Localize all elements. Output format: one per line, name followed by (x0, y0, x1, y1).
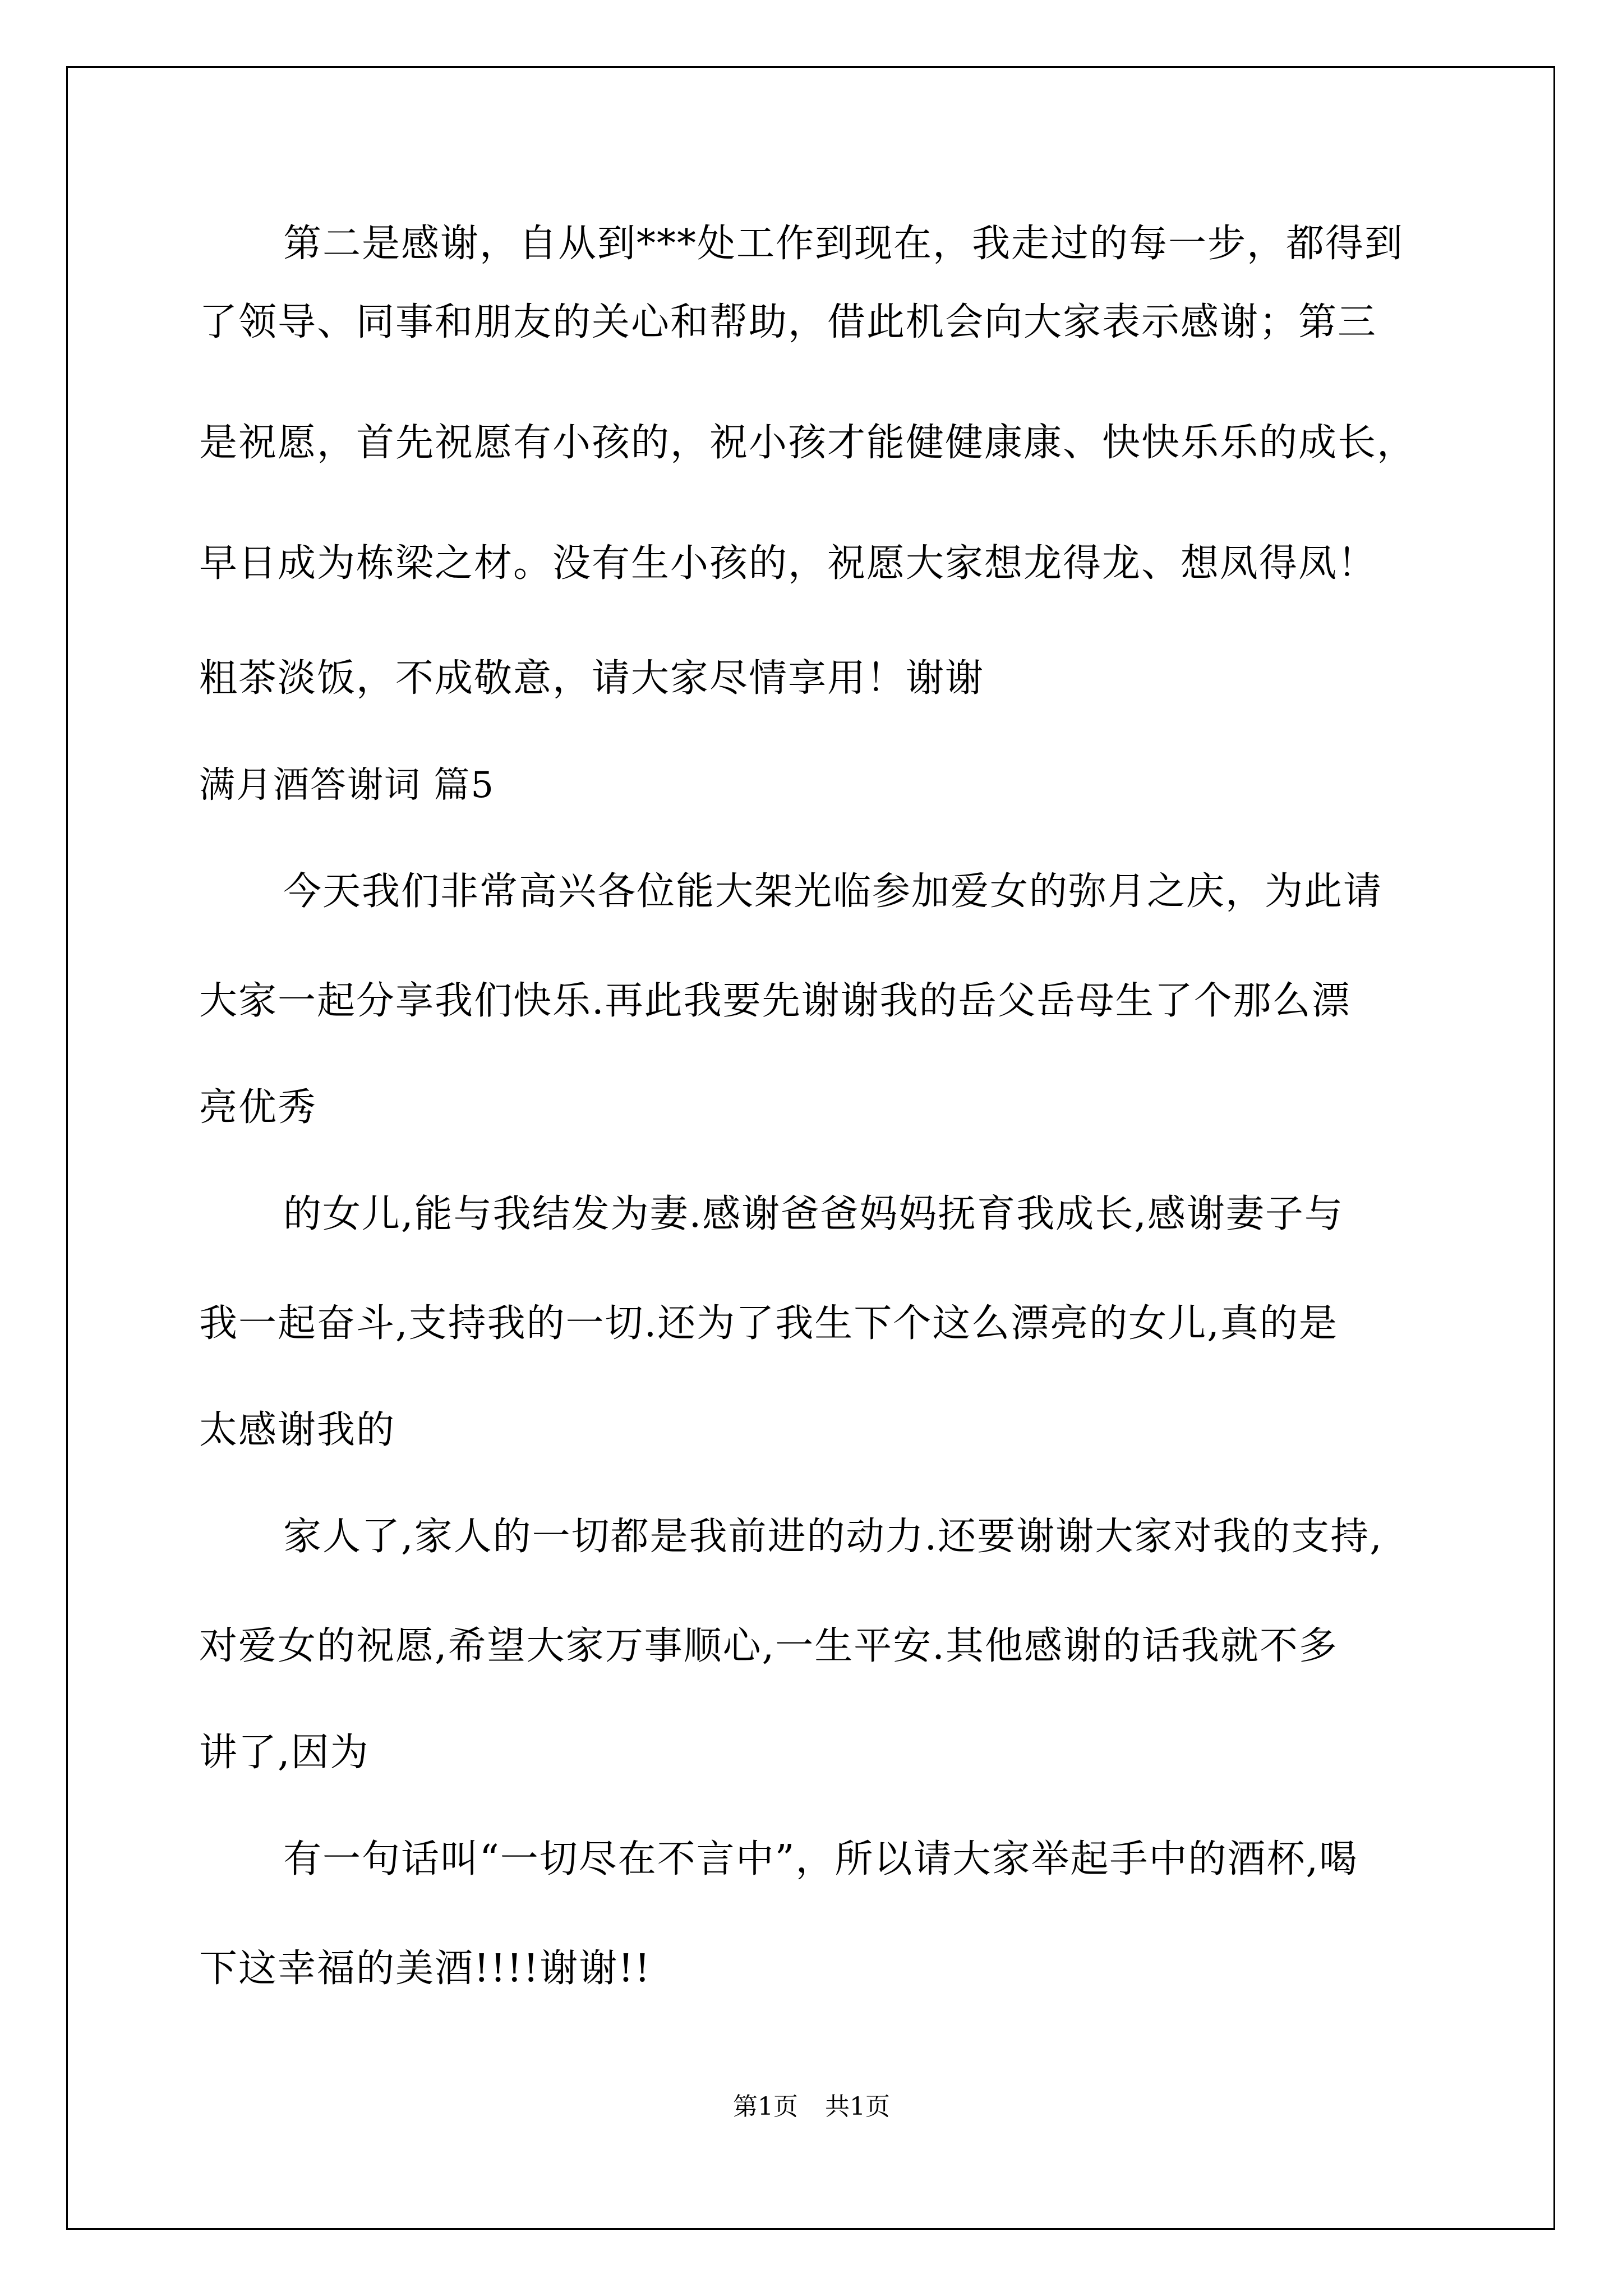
paragraph-line: 第二是感谢，自从到***处工作到现在，我走过的每一步，都得到 (283, 222, 1404, 266)
paragraph-line: 对爱女的祝愿,希望大家万事顺心,一生平安.其他感谢的话我就不多 (199, 1624, 1338, 1668)
page-border (66, 66, 1555, 2230)
paragraph-line: 今天我们非常高兴各位能大架光临参加爱女的弥月之庆，为此请 (283, 869, 1383, 914)
paragraph-line: 有一句话叫“一切尽在不言中”，所以请大家举起手中的酒杯,喝 (283, 1837, 1359, 1881)
page-footer (0, 2091, 1623, 2123)
paragraph-line: 家人了,家人的一切都是我前进的动力.还要谢谢大家对我的支持, (283, 1515, 1383, 1559)
paragraph-line: 早日成为栋梁之材。没有生小孩的，祝愿大家想龙得龙、想凤得凤！ (199, 541, 1377, 586)
paragraph-line: 下这幸福的美酒!!!!谢谢!! (199, 1947, 651, 1991)
paragraph-line: 粗茶淡饭，不成敬意，请大家尽情享用！谢谢 (199, 656, 985, 701)
section-heading: 满月酒答谢词 篇5 (199, 765, 495, 806)
paragraph-line: 的女儿,能与我结发为妻.感谢爸爸妈妈抚育我成长,感谢妻子与 (283, 1192, 1344, 1236)
page-total: 共1页 (825, 2092, 890, 2121)
paragraph-line: 我一起奋斗,支持我的一切.还为了我生下个这么漂亮的女儿,真的是 (199, 1301, 1338, 1346)
paragraph-line: 太感谢我的 (199, 1408, 396, 1452)
paragraph-line: 大家一起分享我们快乐.再此我要先谢谢我的岳父岳母生了个那么漂 (199, 979, 1351, 1023)
paragraph-line: 是祝愿，首先祝愿有小孩的，祝小孩才能健健康康、快快乐乐的成长， (199, 421, 1417, 465)
paragraph-line: 了领导、同事和朋友的关心和帮助，借此机会向大家表示感谢；第三 (199, 300, 1377, 344)
page-number: 第1页 (733, 2092, 798, 2121)
paragraph-line: 亮优秀 (199, 1085, 317, 1130)
paragraph-line: 讲了,因为 (199, 1731, 370, 1775)
